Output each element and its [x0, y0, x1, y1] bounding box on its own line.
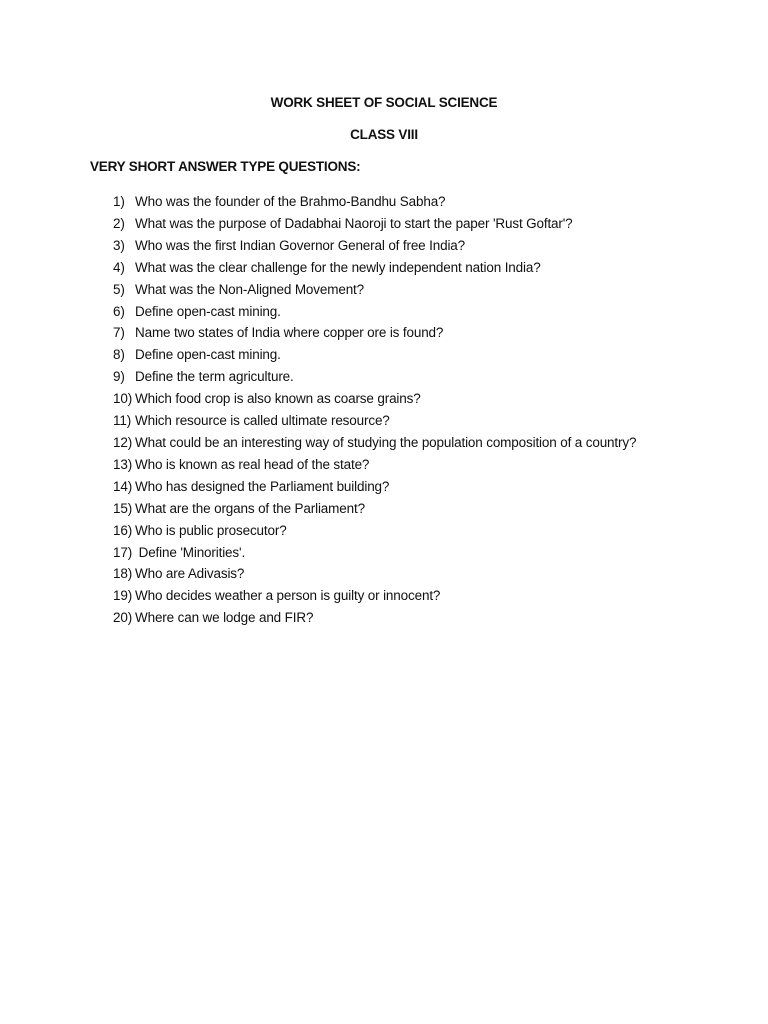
question-number: 17): [113, 544, 133, 560]
question-item: [113, 498, 653, 520]
question-text: What was the clear challenge for the newly independent nation India?: [135, 259, 541, 275]
question-item: [113, 520, 653, 542]
question-text: Who was the founder of the Brahmo-Bandhu Sabha?: [135, 194, 446, 209]
question-item: [113, 563, 653, 585]
question-text: Define open-cast mining.: [135, 347, 281, 363]
question-item: [113, 607, 653, 629]
question-number: 3): [113, 237, 125, 253]
question-text: What are the organs of the Parliament?: [135, 500, 365, 516]
question-item: [113, 344, 653, 366]
question-item: [113, 476, 653, 498]
question-number: 13): [113, 456, 133, 472]
question-item: [113, 542, 653, 564]
question-text: Name two states of India where copper ore is found?: [135, 325, 444, 341]
question-item: [113, 279, 653, 301]
question-item: [113, 301, 653, 323]
question-number: 20): [113, 610, 133, 626]
question-number: 6): [113, 303, 125, 319]
question-text: What was the purpose of Dadabhai Naoroji to start the paper 'Rust Goftar'?: [135, 215, 573, 231]
question-number: 10): [113, 391, 133, 407]
question-text: Who decides weather a person is guilty or innocent?: [135, 588, 441, 604]
question-item: [113, 454, 653, 476]
question-number: 8): [113, 347, 125, 363]
question-text: Who are Adivasis?: [135, 566, 245, 582]
question-item: [113, 410, 653, 432]
question-number: 4): [113, 259, 125, 275]
question-text: Define open-cast mining.: [135, 303, 281, 319]
question-item: [113, 257, 653, 279]
question-number: 19): [113, 588, 133, 604]
question-text: Who was the first Indian Governor General of free India?: [135, 237, 466, 253]
question-text: Where can we lodge and FIR?: [135, 610, 314, 626]
section-heading: VERY SHORT ANSWER TYPE QUESTIONS:: [90, 159, 361, 174]
question-text: What was the Non-Aligned Movement?: [135, 281, 365, 297]
class-label: CLASS VIII: [350, 127, 418, 142]
question-number: 9): [113, 369, 125, 385]
question-item: [113, 213, 653, 235]
question-text: Define the term agriculture.: [135, 369, 294, 385]
question-text: Who has designed the Parliament building?: [135, 478, 390, 494]
question-number: 11): [113, 413, 132, 429]
question-item: [113, 366, 653, 388]
question-number: 15): [113, 500, 133, 516]
question-item: [113, 432, 653, 454]
question-item: [113, 191, 653, 213]
question-number: 5): [113, 281, 125, 297]
question-number: 16): [113, 522, 133, 538]
question-number: 7): [113, 325, 125, 341]
question-text: Who is known as real head of the state?: [135, 456, 370, 472]
question-number: 18): [113, 566, 133, 582]
question-number: 2): [113, 215, 125, 231]
question-number: 1): [113, 194, 125, 209]
question-list: [113, 191, 653, 629]
question-item: [113, 322, 653, 344]
question-text: Define 'Minorities'.: [135, 544, 246, 560]
question-text: Which resource is called ultimate resource?: [135, 413, 390, 429]
question-number: 12): [113, 434, 133, 450]
worksheet-title: WORK SHEET OF SOCIAL SCIENCE: [270, 95, 498, 110]
question-text: What could be an interesting way of studying the population composition of a country?: [135, 434, 637, 450]
question-number: 14): [113, 478, 133, 494]
question-text: Who is public prosecutor?: [135, 522, 287, 538]
question-item: [113, 235, 653, 257]
question-item: [113, 585, 653, 607]
question-item: [113, 388, 653, 410]
question-text: Which food crop is also known as coarse grains?: [135, 391, 421, 407]
